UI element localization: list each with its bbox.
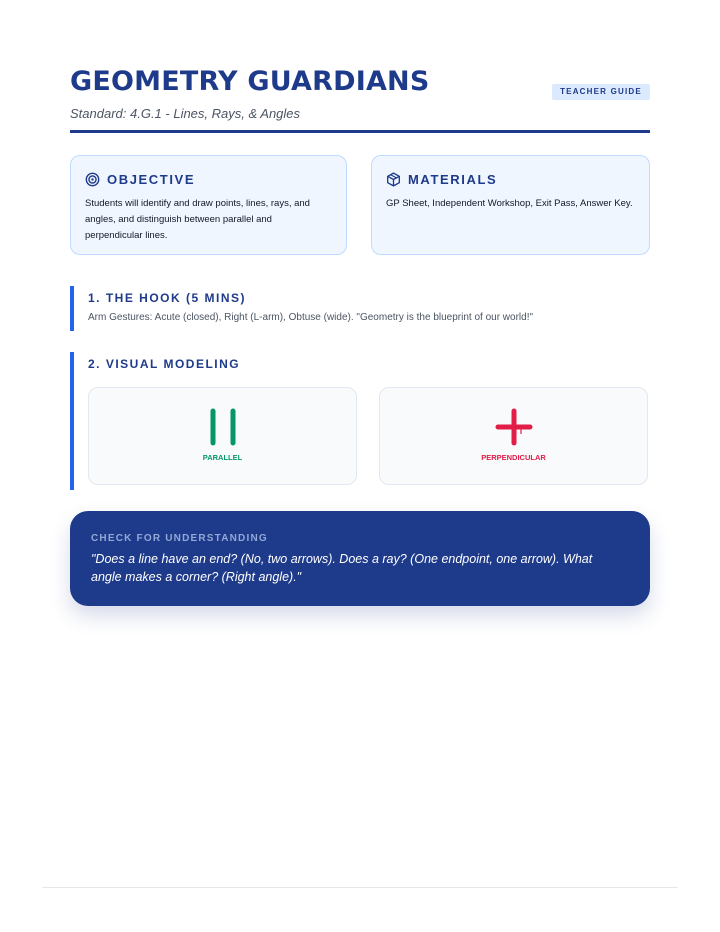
objective-card [70,155,347,255]
materials-header [386,172,497,187]
page-title: GEOMETRY GUARDIANS [70,66,430,97]
perpendicular-lines-icon [494,408,534,448]
hook-title: 1. THE HOOK (5 MINS) [88,291,247,305]
check-for-understanding-box [70,511,650,606]
materials-card [371,155,650,255]
page-subtitle: Standard: 4.G.1 - Lines, Rays, & Angles [70,106,301,121]
visual-modeling-section [70,352,650,490]
parallel-panel [88,387,357,485]
parallel-lines-icon [203,408,243,448]
lesson-page [70,0,650,584]
materials-text: GP Sheet, Independent Workshop, Exit Pass, Answer Key. [386,198,633,209]
footer-divider [42,887,678,888]
hook-section [70,286,650,331]
objective-header [85,172,195,187]
info-cards [70,155,650,257]
perpendicular-panel [379,387,648,485]
materials-title: MATERIALS [408,172,498,187]
perpendicular-label: PERPENDICULAR [481,453,546,462]
parallel-label: PARALLEL [202,453,243,462]
teacher-guide-badge: TEACHER GUIDE [552,84,650,100]
header-divider [70,130,650,133]
visual-modeling-title: 2. VISUAL MODELING [88,357,241,371]
box-icon [386,172,401,187]
objective-text: Students will identify and draw points, lines, rays, and angles, and distinguish between parallel and perpendicular lines. [85,198,310,241]
check-quote: "Does a line have an end? (No, two arrows). Does a ray? (One endpoint, one arrow). What angle makes a corner? (Right angle)." [91,552,593,584]
header [70,0,650,134]
check-title: CHECK FOR UNDERSTANDING [91,533,268,544]
target-icon [85,172,100,187]
hook-text: Arm Gestures: Acute (closed), Right (L-arm), Obtuse (wide). "Geometry is the blueprint of our world!" [88,312,534,323]
objective-title: OBJECTIVE [107,172,196,187]
